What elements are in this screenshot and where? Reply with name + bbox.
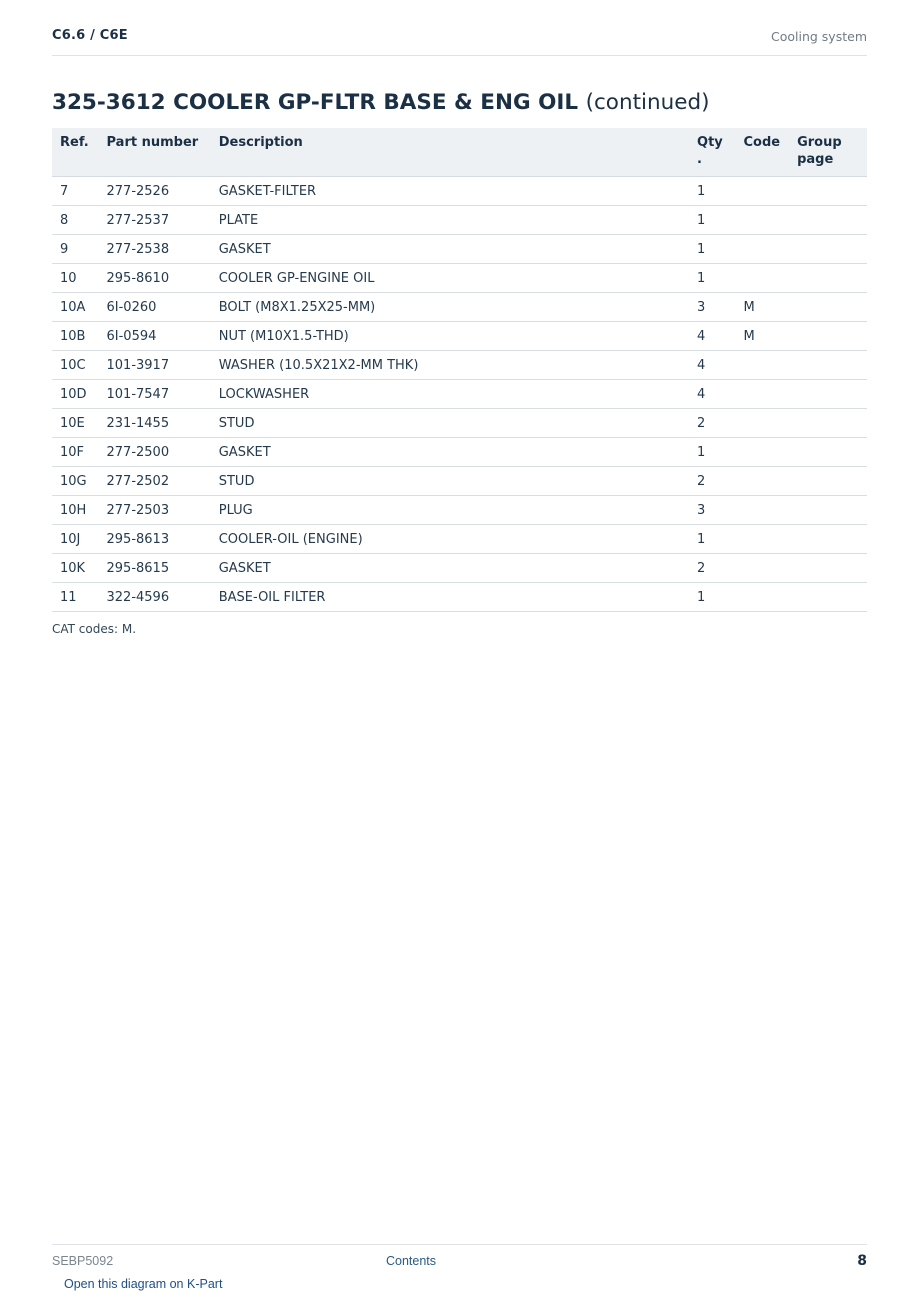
table-row	[52, 496, 867, 525]
table-row	[52, 351, 867, 380]
cell-part-number: 6I-0594	[99, 322, 211, 351]
cell-qty: 1	[689, 177, 736, 206]
cell-qty: 3	[689, 496, 736, 525]
cell-description: BOLT (M8X1.25X25-MM)	[211, 293, 689, 322]
cell-part-number: 277-2500	[99, 438, 211, 467]
open-on-kpart-link[interactable]: Open this diagram on K-Part	[64, 1277, 223, 1291]
title-continued-suffix: (continued)	[585, 90, 710, 115]
cell-description: LOCKWASHER	[211, 380, 689, 409]
table-row	[52, 525, 867, 554]
cell-description: STUD	[211, 409, 689, 438]
table-row	[52, 293, 867, 322]
cell-ref: 10F	[52, 438, 99, 467]
cell-code	[736, 264, 790, 293]
cell-description: PLUG	[211, 496, 689, 525]
cell-description: WASHER (10.5X21X2-MM THK)	[211, 351, 689, 380]
cell-group-page	[789, 380, 867, 409]
cell-part-number: 277-2537	[99, 206, 211, 235]
parts-table-body	[52, 177, 867, 612]
cell-qty: 4	[689, 351, 736, 380]
table-row	[52, 467, 867, 496]
column-header-ref: Ref.	[52, 128, 99, 177]
cell-description: GASKET-FILTER	[211, 177, 689, 206]
cell-code	[736, 496, 790, 525]
cell-ref: 10H	[52, 496, 99, 525]
cell-ref: 10K	[52, 554, 99, 583]
table-row	[52, 264, 867, 293]
cell-description: PLATE	[211, 206, 689, 235]
cell-description: NUT (M10X1.5-THD)	[211, 322, 689, 351]
cell-code	[736, 206, 790, 235]
section-name: Cooling system	[771, 29, 867, 44]
cell-code	[736, 525, 790, 554]
column-header-qty	[689, 128, 736, 177]
table-row	[52, 177, 867, 206]
cell-code	[736, 583, 790, 612]
cell-qty: 1	[689, 438, 736, 467]
cell-part-number: 295-8613	[99, 525, 211, 554]
cell-group-page	[789, 554, 867, 583]
column-header-code: Code	[736, 128, 790, 177]
cell-description: COOLER GP-ENGINE OIL	[211, 264, 689, 293]
cell-code	[736, 438, 790, 467]
cell-group-page	[789, 235, 867, 264]
cat-codes-note: CAT codes: M.	[52, 622, 137, 636]
column-header-part-number: Part number	[99, 128, 211, 177]
page-number: 8	[857, 1253, 867, 1269]
cell-qty: 1	[689, 206, 736, 235]
cell-group-page	[789, 525, 867, 554]
cell-ref: 10G	[52, 467, 99, 496]
cell-ref: 10D	[52, 380, 99, 409]
cell-qty: 1	[689, 235, 736, 264]
cell-code	[736, 380, 790, 409]
cell-ref: 8	[52, 206, 99, 235]
table-row	[52, 380, 867, 409]
cell-ref: 7	[52, 177, 99, 206]
parts-table	[52, 128, 867, 612]
table-row	[52, 409, 867, 438]
cell-code	[736, 235, 790, 264]
column-header-description: Description	[211, 128, 689, 177]
page-title	[52, 89, 710, 117]
cell-ref: 10E	[52, 409, 99, 438]
cell-ref: 10B	[52, 322, 99, 351]
cell-group-page	[789, 496, 867, 525]
cell-qty: 1	[689, 583, 736, 612]
cell-description: COOLER-OIL (ENGINE)	[211, 525, 689, 554]
cell-group-page	[789, 293, 867, 322]
cell-ref: 9	[52, 235, 99, 264]
cell-description: STUD	[211, 467, 689, 496]
table-row	[52, 438, 867, 467]
cell-group-page	[789, 206, 867, 235]
cell-group-page	[789, 467, 867, 496]
cell-group-page	[789, 351, 867, 380]
cell-part-number: 277-2502	[99, 467, 211, 496]
cell-group-page	[789, 322, 867, 351]
cell-group-page	[789, 438, 867, 467]
column-header-qty-line2: .	[697, 152, 702, 167]
cell-code	[736, 177, 790, 206]
cell-description: GASKET	[211, 235, 689, 264]
cell-qty: 2	[689, 409, 736, 438]
contents-link[interactable]: Contents	[386, 1254, 437, 1268]
cell-code	[736, 351, 790, 380]
cell-code	[736, 467, 790, 496]
cell-qty: 3	[689, 293, 736, 322]
cell-qty: 1	[689, 264, 736, 293]
cell-part-number: 6I-0260	[99, 293, 211, 322]
cell-code	[736, 554, 790, 583]
cell-description: BASE-OIL FILTER	[211, 583, 689, 612]
cell-part-number: 295-8610	[99, 264, 211, 293]
page-footer	[52, 1244, 867, 1275]
cell-group-page	[789, 177, 867, 206]
cell-part-number: 295-8615	[99, 554, 211, 583]
cell-part-number: 277-2526	[99, 177, 211, 206]
cell-ref: 10J	[52, 525, 99, 554]
column-header-qty-line1: Qty	[697, 135, 723, 150]
cell-part-number: 322-4596	[99, 583, 211, 612]
cell-part-number: 277-2503	[99, 496, 211, 525]
cell-ref: 10C	[52, 351, 99, 380]
cell-code: M	[736, 322, 790, 351]
cell-group-page	[789, 264, 867, 293]
cell-group-page	[789, 409, 867, 438]
cell-qty: 1	[689, 525, 736, 554]
cell-part-number: 231-1455	[99, 409, 211, 438]
column-header-group-page	[789, 128, 867, 177]
engine-model: C6.6 / C6E	[52, 28, 128, 43]
cell-description: GASKET	[211, 438, 689, 467]
table-row	[52, 206, 867, 235]
column-header-group-line1: Group	[797, 135, 842, 150]
column-header-group-line2: page	[797, 152, 834, 167]
table-row	[52, 322, 867, 351]
document-id: SEBP5092	[52, 1254, 114, 1268]
page-header	[52, 28, 867, 56]
assembly-title: 325-3612 COOLER GP-FLTR BASE & ENG OIL	[52, 90, 579, 115]
table-row	[52, 554, 867, 583]
cell-description: GASKET	[211, 554, 689, 583]
cell-part-number: 101-7547	[99, 380, 211, 409]
table-header-row	[52, 128, 867, 177]
cell-code	[736, 409, 790, 438]
cell-part-number: 277-2538	[99, 235, 211, 264]
cell-code: M	[736, 293, 790, 322]
cell-qty: 2	[689, 467, 736, 496]
cell-group-page	[789, 583, 867, 612]
table-row	[52, 583, 867, 612]
cell-part-number: 101-3917	[99, 351, 211, 380]
cell-ref: 11	[52, 583, 99, 612]
cell-qty: 2	[689, 554, 736, 583]
cell-qty: 4	[689, 380, 736, 409]
cell-ref: 10A	[52, 293, 99, 322]
cell-ref: 10	[52, 264, 99, 293]
cell-qty: 4	[689, 322, 736, 351]
table-row	[52, 235, 867, 264]
